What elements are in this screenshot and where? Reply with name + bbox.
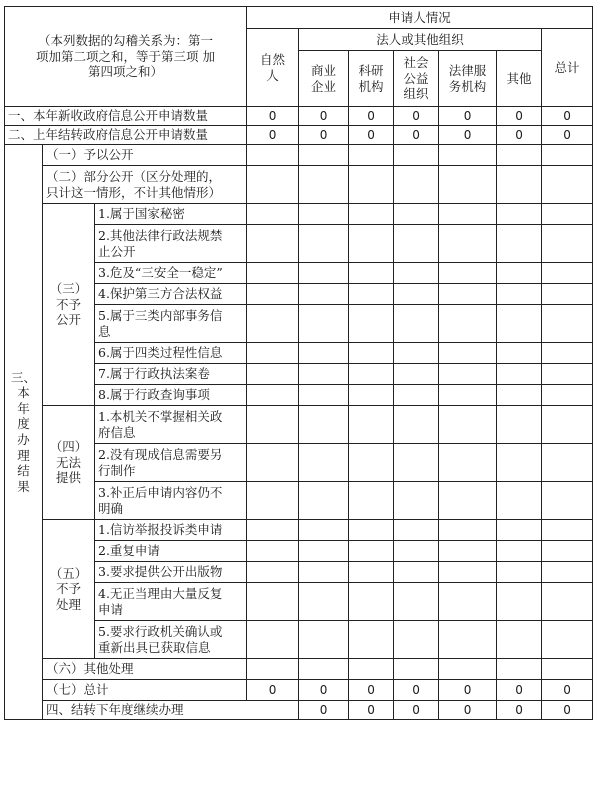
row-partially-disclosed: （二）部分公开（区分处理的， 只计这一情形，不计其他情形） (43, 166, 247, 204)
row-new-applications: 一、本年新收政府信息公开申请数量 (5, 107, 247, 126)
disclosure-statistics-table (4, 6, 593, 720)
header-legal-entity: 法人或其他组织 (299, 29, 542, 51)
table-row: 一、本年新收政府信息公开申请数量 0 0 0 0 0 0 0 (5, 107, 593, 126)
table-row (5, 204, 593, 225)
disclosure-table-page (4, 6, 592, 786)
table-row: （七）总计 0 0 0 0 0 0 0 (5, 680, 593, 701)
item-not-disclosed-8: 8.属于行政查询事项 (95, 385, 247, 406)
header-other: 其他 (497, 51, 542, 107)
group-not-processed: （五） 不予 处理 (43, 520, 95, 659)
item-not-disclosed-5: 5.属于三类内部事务信 息 (95, 305, 247, 343)
table-row: 四、结转下年度继续办理 0 0 0 0 0 0 (5, 701, 593, 720)
table-row (5, 145, 593, 166)
item-not-processed-2: 2.重复申请 (95, 541, 247, 562)
item-not-disclosed-6: 6.属于四类过程性信息 (95, 343, 247, 364)
item-not-disclosed-1: 1.属于国家秘密 (95, 204, 247, 225)
header-natural-person: 自然 人 (247, 29, 299, 107)
item-not-processed-5: 5.要求行政机关确认或 重新出具已获取信息 (95, 621, 247, 659)
item-not-disclosed-2: 2.其他法律行政法规禁 止公开 (95, 225, 247, 263)
row-carried-over: 二、上年结转政府信息公开申请数量 (5, 126, 247, 145)
header-applicant-status: 申请人情况 (247, 7, 593, 29)
item-not-processed-3: 3.要求提供公开出版物 (95, 562, 247, 583)
group-not-disclosed: （三） 不予 公开 (43, 204, 95, 406)
row-other-handling: （六）其他处理 (43, 659, 247, 680)
table-row (5, 520, 593, 541)
item-not-disclosed-7: 7.属于行政执法案卷 (95, 364, 247, 385)
table-row (5, 406, 593, 444)
row-disclosed: （一）予以公开 (43, 145, 247, 166)
item-unable-3: 3.补正后申请内容仍不 明确 (95, 482, 247, 520)
item-not-disclosed-3: 3.危及“三安全一稳定” (95, 263, 247, 284)
item-not-processed-1: 1.信访举报投诉类申请 (95, 520, 247, 541)
section3-label: 三、 本 年 度 办 理 结 果 (5, 145, 43, 720)
item-unable-2: 2.没有现成信息需要另 行制作 (95, 444, 247, 482)
header-social-welfare: 社会 公益 组织 (394, 51, 439, 107)
header-note: （本列数据的勾稽关系为：第一 项加第二项之和，等于第三项 加 第四项之和） (5, 7, 247, 107)
table-row (5, 166, 593, 204)
table-row (5, 659, 593, 680)
row-section3-total: （七）总计 (43, 680, 247, 701)
table-row: 二、上年结转政府信息公开申请数量 0 0 0 0 0 0 0 (5, 126, 593, 145)
header-total: 总计 (542, 29, 593, 107)
item-unable-1: 1.本机关不掌握相关政 府信息 (95, 406, 247, 444)
item-not-processed-4: 4.无正当理由大量反复 申请 (95, 583, 247, 621)
item-not-disclosed-4: 4.保护第三方合法权益 (95, 284, 247, 305)
header-commercial: 商业 企业 (299, 51, 349, 107)
row-carry-forward: 四、结转下年度继续办理 (43, 701, 299, 720)
header-legal-service: 法律服 务机构 (439, 51, 497, 107)
group-unable-provide: （四） 无法 提供 (43, 406, 95, 520)
header-research: 科研 机构 (349, 51, 394, 107)
